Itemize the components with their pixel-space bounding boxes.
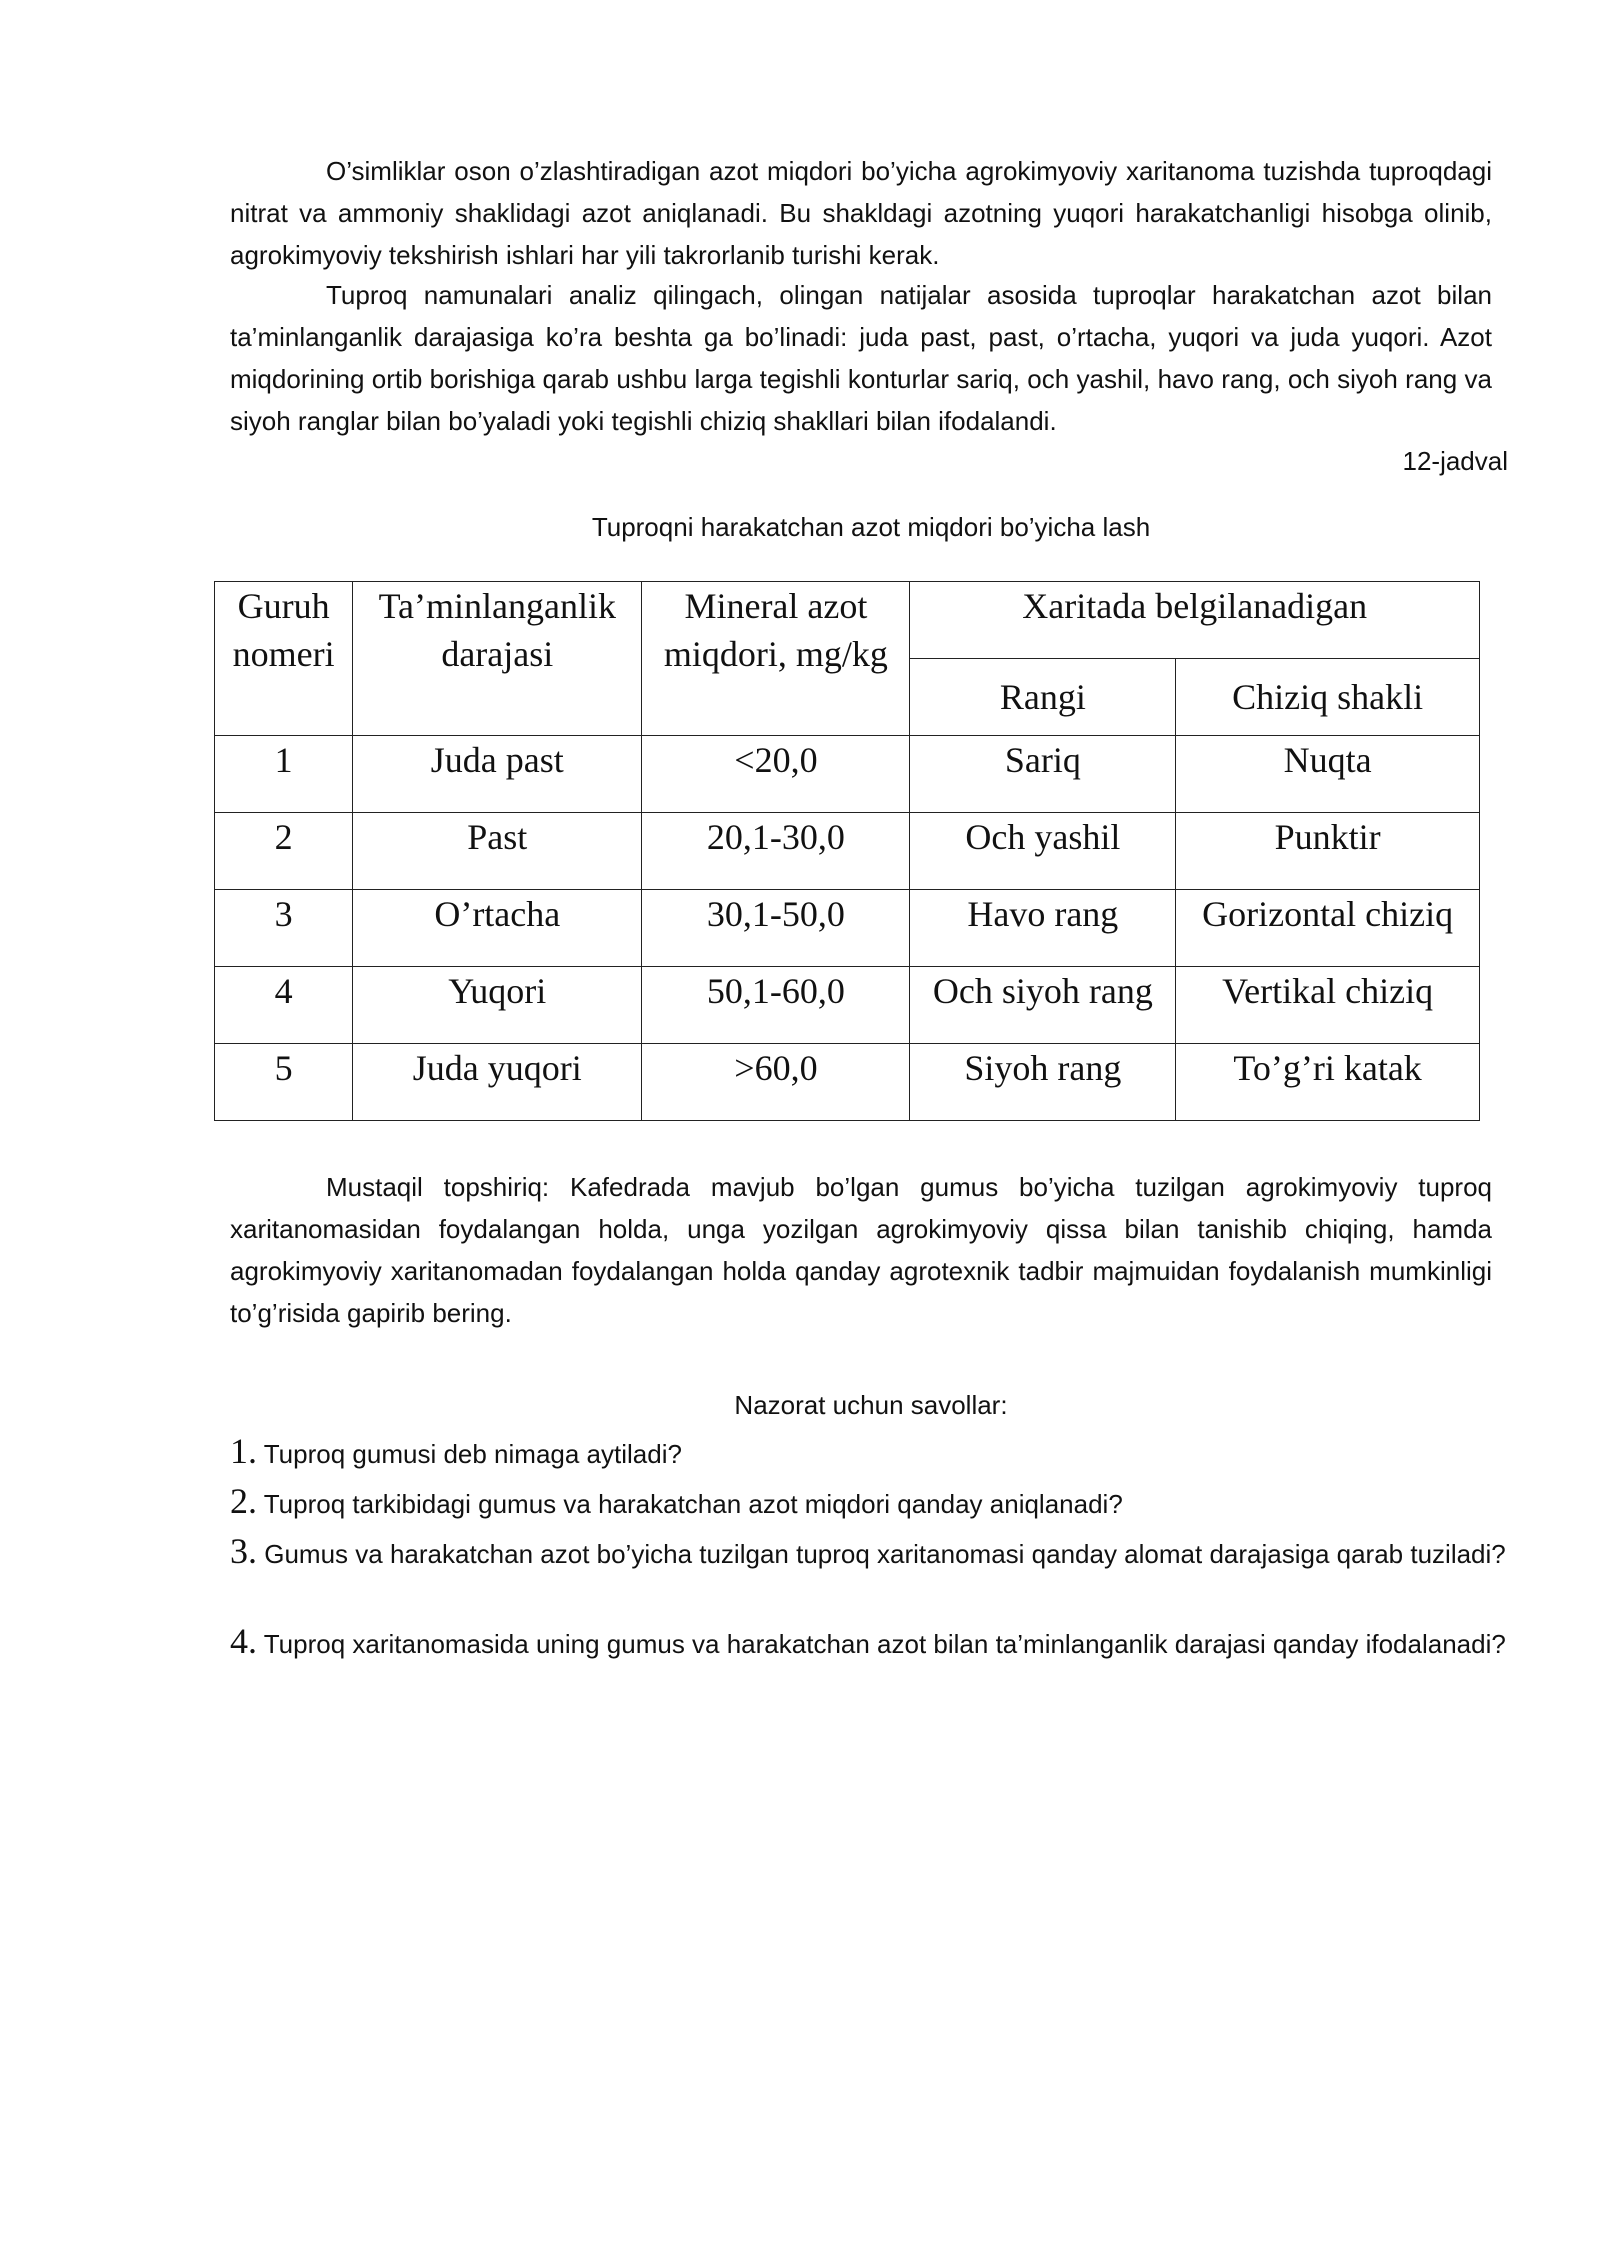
header-amount: Mineral azot miqdori, mg/kg [642,582,910,736]
question-item [230,1430,1514,1475]
cell-amount: <20,0 [642,736,910,813]
cell-number: 5 [215,1044,353,1121]
paragraph-3: Mustaqil topshiriq: Kafedrada mavjub bo’lgan gumus bo’yicha tuzilgan agrokimyoviy tuproq xaritanomasidan foydalangan holda, unga yozilgan agrokimyoviy qissa bilan tanishib chiqing, hamda agrokimyoviy xaritanomadan foydalangan holda qanday agrotexnik tadbir majmuidan foydalanish mumkinligi to’g’risida gapirib bering. [230,1172,1492,1328]
cell-color: Havo rang [910,890,1176,967]
questions-title: Nazorat uchun savollar: [734,1390,1008,1420]
cell-color: Och siyoh rang [910,967,1176,1044]
cell-line: To’g’ri katak [1176,1044,1480,1121]
header-level: Ta’minlanganlik darajasi [353,582,642,736]
cell-level: Past [353,813,642,890]
cell-number: 1 [215,736,353,813]
question-number: 3. [230,1531,257,1571]
cell-amount: >60,0 [642,1044,910,1121]
cell-amount: 50,1-60,0 [642,967,910,1044]
table-caption: Tuproqni harakatchan azot miqdori bo’yicha lash [591,512,1151,542]
cell-line: Punktir [1176,813,1480,890]
cell-color: Och yashil [910,813,1176,890]
cell-amount: 30,1-50,0 [642,890,910,967]
header-map: Xaritada belgilanadigan [910,582,1480,659]
cell-line: Nuqta [1176,736,1480,813]
cell-level: O’rtacha [353,890,642,967]
question-text: Tuproq gumusi deb nimaga aytiladi? [263,1439,682,1469]
question-text: Tuproq tarkibidagi gumus va harakatchan azot miqdori qanday aniqlanadi? [263,1489,1123,1519]
nitrogen-table [214,581,1480,1121]
cell-amount: 20,1-30,0 [642,813,910,890]
paragraph-1: O’simliklar oson o’zlashtiradigan azot miqdori bo’yicha agrokimyoviy xaritanoma tuzishda tuproqdagi nitrat va ammoniy shaklidagi azot aniqlanadi. Bu shakldagi azotning yuqori harakatchanligi hisobga olinib, agrokimyoviy tekshirish ishlari har yili takrorlanib turishi kerak. [230,156,1492,270]
question-number: 2. [230,1481,257,1521]
question-number: 4. [230,1621,257,1661]
cell-color: Sariq [910,736,1176,813]
cell-level: Yuqori [353,967,642,1044]
table-row [215,736,1480,813]
question-text: Tuproq xaritanomasida uning gumus va harakatchan azot bilan ta’minlanganlik darajasi qanday ifodalanadi? [263,1629,1506,1659]
cell-color: Siyoh rang [910,1044,1176,1121]
table-label: 12-jadval [1402,446,1508,476]
question-item [230,1620,1514,1665]
cell-number: 2 [215,813,353,890]
question-item [230,1530,1514,1575]
question-text: Gumus va harakatchan azot bo’yicha tuzilgan tuproq xaritanomasi qanday alomat darajasiga qarab tuziladi? [264,1539,1506,1569]
question-item [230,1480,1514,1525]
table-row [215,813,1480,890]
table-row [215,967,1480,1044]
header-group: Guruh nomeri [215,582,353,736]
table-row [215,1044,1480,1121]
table-row [215,890,1480,967]
cell-number: 4 [215,967,353,1044]
paragraph-2: Tuproq namunalari analiz qilingach, olingan natijalar asosida tuproqlar harakatchan azot bilan ta’minlanganlik darajasiga ko’ra beshta ga bo’linadi: juda past, past, o’rtacha, yuqori va juda yuqori. Azot miqdorining ortib borishiga qarab ushbu larga tegishli konturlar sariq, och yashil, havo rang, och siyoh rang va siyoh ranglar bilan bo’yaladi yoki tegishli chiziq shakllari bilan ifodalandi. [230,280,1492,436]
cell-line: Gorizontal chiziq [1176,890,1480,967]
cell-level: Juda yuqori [353,1044,642,1121]
question-number: 1. [230,1431,257,1471]
cell-line: Vertikal chiziq [1176,967,1480,1044]
header-line: Chiziq shakli [1176,659,1480,736]
cell-number: 3 [215,890,353,967]
header-color: Rangi [910,659,1176,736]
cell-level: Juda past [353,736,642,813]
